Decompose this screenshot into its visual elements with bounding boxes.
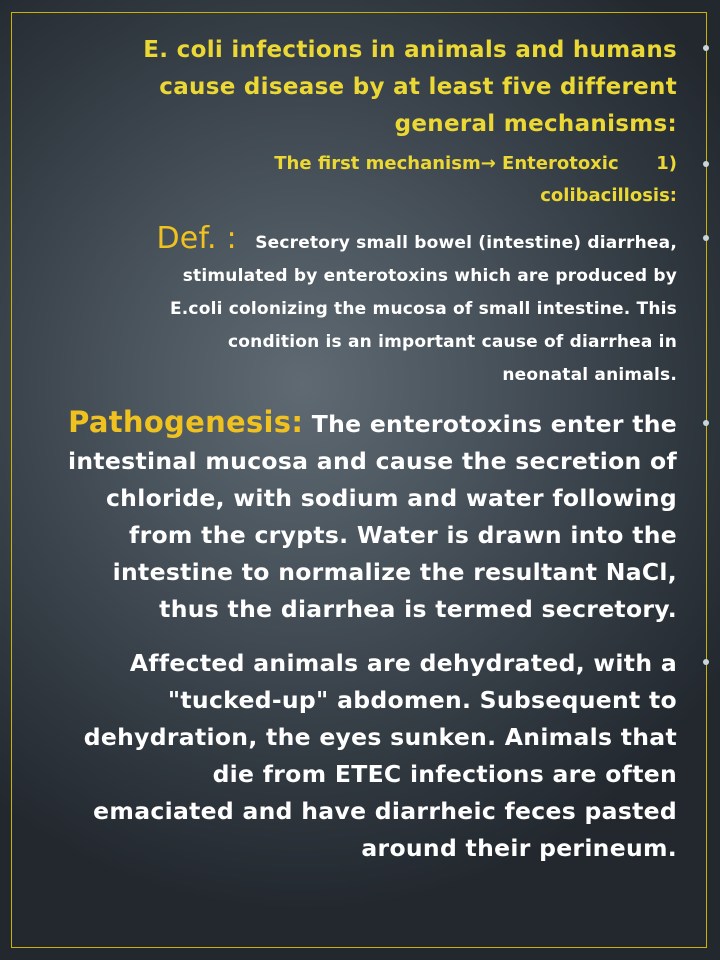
pathogenesis-line: The enterotoxins enter the [311,410,677,438]
definition-label: Def. : [156,221,237,256]
bullet-dot-icon [703,161,709,167]
pathogenesis-line: intestinal mucosa and cause the secretion of [68,447,677,475]
bullet-mechanisms-heading [73,32,693,143]
definition-line: neonatal animals. [502,365,677,385]
definition-text [33,222,677,392]
clinical-signs-line: "tucked-up" abdomen. Subsequent to [167,686,677,714]
heading-line: E. coli infections in animals and humans [143,37,677,63]
bullet-pathogenesis [33,404,693,628]
clinical-signs-text [33,645,677,867]
pathogenesis-label: Pathogenesis: [68,405,304,439]
first-mechanism-line: The first mechanism→ Enterotoxic 1) [274,153,677,174]
bullet-dot-icon [703,659,709,665]
definition-line: stimulated by enterotoxins which are produced by [182,266,677,286]
clinical-signs-line: around their perineum. [361,834,677,862]
clinical-signs-line: Affected animals are dehydrated, with a [129,649,677,677]
definition-line: condition is an important cause of diarrhea in [228,332,677,352]
first-mechanism-line: colibacillosis: [540,185,677,206]
pathogenesis-line: intestine to normalize the resultant NaCl, [112,558,677,586]
pathogenesis-text [33,404,677,628]
definition-line: Secretory small bowel (intestine) diarrhea, [255,233,677,253]
definition-line: E.coli colonizing the mucosa of small intestine. This [169,299,677,319]
bullet-definition [33,222,693,392]
clinical-signs-line: die from ETEC infections are often [212,760,677,788]
bullet-dot-icon [703,45,709,51]
bullet-first-mechanism [173,148,693,212]
pathogenesis-line: chloride, with sodium and water following [105,484,677,512]
clinical-signs-line: emaciated and have diarrheic feces pasted [93,797,677,825]
heading-line: general mechanisms: [394,111,677,137]
pathogenesis-line: thus the diarrhea is termed secretory. [159,595,677,623]
first-mechanism-text [173,148,677,212]
heading-line: cause disease by at least five different [159,74,677,100]
bullet-dot-icon [703,235,709,241]
bullet-dot-icon [703,420,709,426]
pathogenesis-line: from the crypts. Water is drawn into the [129,521,677,549]
heading-text [73,32,677,143]
clinical-signs-line: dehydration, the eyes sunken. Animals that [83,723,677,751]
bullet-clinical-signs [33,645,693,867]
